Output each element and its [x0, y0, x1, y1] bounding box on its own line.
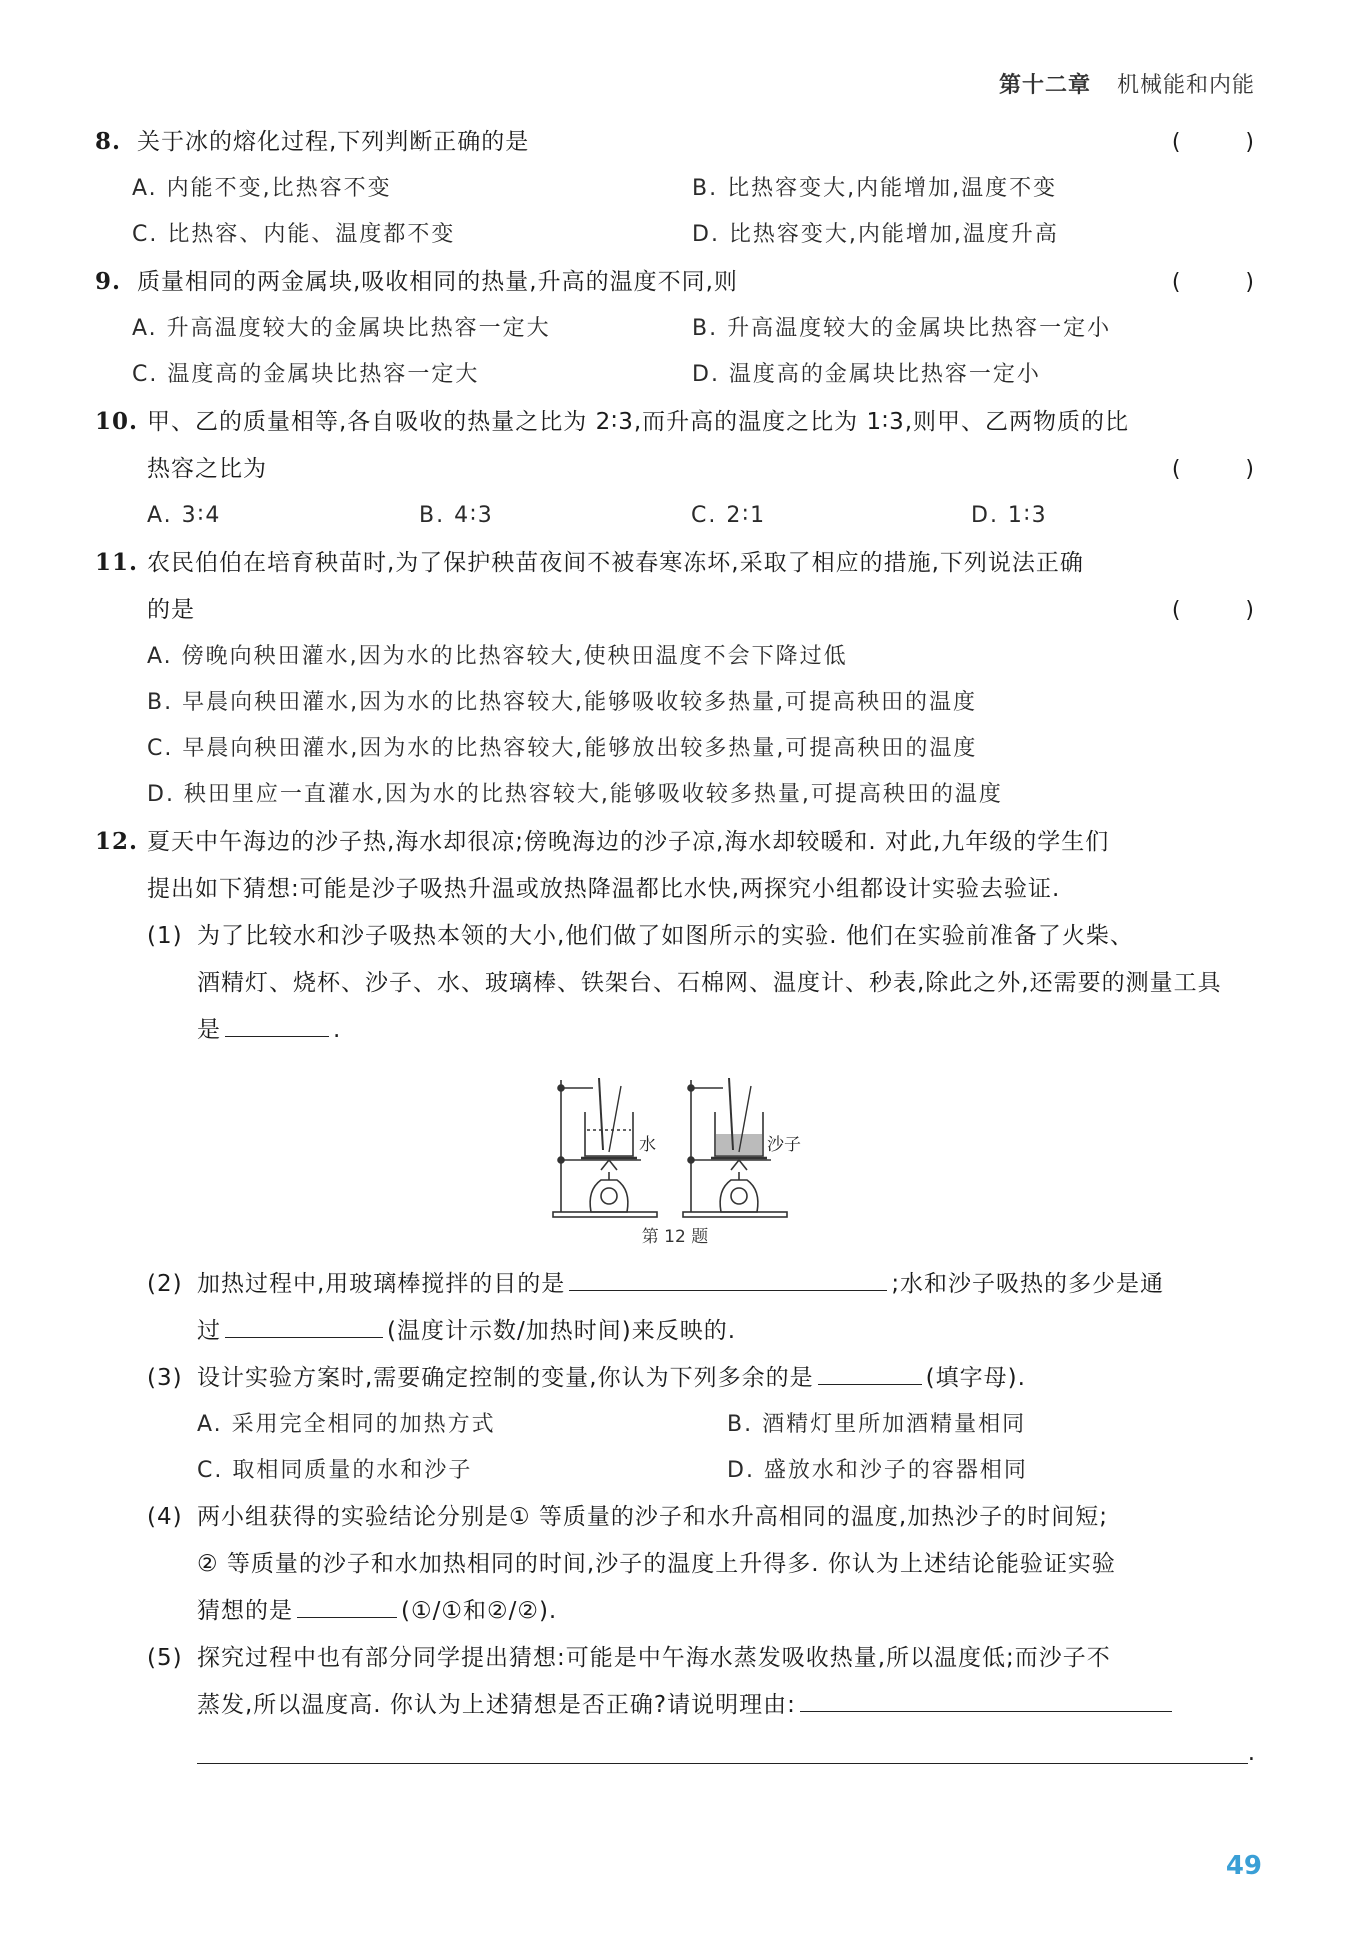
answer-parentheses[interactable]: ( ) — [1171, 598, 1255, 623]
question-stem-line-1: 甲、乙的质量相等,各自吸收的热量之比为 2∶3,而升高的温度之比为 1∶3,则甲、乙两物质的比 — [147, 409, 1130, 435]
option-a[interactable]: A. 傍晚向秧田灌水,因为水的比热容较大,使秧田温度不会下降过低 — [147, 644, 848, 669]
option-d[interactable]: D. 1∶3 — [971, 503, 1048, 528]
subquestion-1 — [95, 913, 1255, 960]
subquestion-text-line-1: 两小组获得的实验结论分别是① 等质量的沙子和水升高相同的温度,加热沙子的时间短; — [197, 1504, 1108, 1530]
option-a[interactable]: A. 内能不变,比热容不变 — [132, 176, 392, 201]
option-b[interactable]: B. 早晨向秧田灌水,因为水的比热容较大,能够吸收较多热量,可提高秧田的温度 — [147, 690, 978, 715]
question-stem-line-2: 热容之比为 — [147, 456, 267, 482]
question-12 — [95, 818, 1255, 1776]
chapter-title: 机械能和内能 — [1116, 73, 1255, 98]
option-c[interactable]: C. 取相同质量的水和沙子 — [197, 1458, 473, 1483]
subquestion-text-line-1: 为了比较水和沙子吸热本领的大小,他们做了如图所示的实验. 他们在实验前准备了火柴、 — [197, 923, 1134, 949]
subquestion-4 — [95, 1494, 1255, 1541]
answer-blank-conclusion[interactable] — [297, 1595, 397, 1618]
subquestion-text-line-2 — [95, 1308, 1255, 1355]
subquestion-text-line-3 — [95, 1588, 1255, 1635]
text-prefix: 猜想的是 — [197, 1598, 293, 1624]
option-c[interactable]: C. 2∶1 — [691, 503, 767, 528]
subquestion-number: (1) — [147, 923, 183, 949]
question-stem-line-2: 提出如下猜想:可能是沙子吸热升温或放热降温都比水快,两探究小组都设计实验去验证. — [147, 876, 1061, 902]
question-number: 10. — [95, 408, 139, 435]
question-number: 8. — [95, 128, 122, 155]
answer-parentheses[interactable]: ( ) — [1171, 270, 1255, 295]
option-d[interactable]: D. 盛放水和沙子的容器相同 — [727, 1458, 1028, 1483]
subquestion-2 — [95, 1261, 1255, 1308]
option-d[interactable]: D. 温度高的金属块比热容一定小 — [692, 362, 1041, 387]
answer-parentheses[interactable]: ( ) — [1171, 457, 1255, 482]
label-water: 水 — [639, 1135, 656, 1155]
apparatus-diagram — [545, 1072, 805, 1220]
answer-blank-stir-purpose[interactable] — [569, 1268, 887, 1291]
subquestion-5 — [95, 1635, 1255, 1682]
option-a[interactable]: A. 采用完全相同的加热方式 — [197, 1412, 496, 1437]
option-b[interactable]: B. 升高温度较大的金属块比热容一定小 — [692, 316, 1112, 341]
text-suffix: . — [1247, 1740, 1255, 1766]
text-prefix: 是 — [197, 1017, 221, 1043]
chapter-label: 第十二章 — [998, 73, 1091, 98]
text-suffix: (①/①和②/②). — [401, 1598, 558, 1624]
subquestion-3 — [95, 1355, 1255, 1402]
question-number: 9. — [95, 268, 122, 295]
question-9 — [95, 258, 1255, 398]
subquestion-number: (5) — [147, 1645, 183, 1671]
option-b[interactable]: B. 酒精灯里所加酒精量相同 — [727, 1412, 1027, 1437]
question-stem-line-1: 农民伯伯在培育秧苗时,为了保护秧苗夜间不被春寒冻坏,采取了相应的措施,下列说法正确 — [147, 550, 1084, 576]
subquestion-text-line-2: 酒精灯、烧杯、沙子、水、玻璃棒、铁架台、石棉网、温度计、秒表,除此之外,还需要的测量工具 — [197, 970, 1222, 996]
subquestion-number: (3) — [147, 1365, 183, 1391]
answer-blank-reason-1[interactable] — [800, 1689, 1172, 1712]
page-number: 49 — [1225, 1851, 1262, 1881]
text-suffix: (填字母). — [925, 1365, 1026, 1391]
subquestion-text-line-3 — [95, 1007, 1255, 1054]
question-number: 12. — [95, 828, 139, 855]
text-suffix: . — [333, 1017, 342, 1043]
option-a[interactable]: A. 升高温度较大的金属块比热容一定大 — [132, 316, 551, 341]
text-prefix: 加热过程中,用玻璃棒搅拌的目的是 — [197, 1271, 566, 1297]
question-number: 11. — [95, 549, 139, 576]
text-suffix: ;水和沙子吸热的多少是通 — [891, 1271, 1165, 1297]
option-d[interactable]: D. 比热容变大,内能增加,温度升高 — [692, 222, 1059, 247]
question-stem-line-1: 夏天中午海边的沙子热,海水却很凉;傍晚海边的沙子凉,海水却较暖和. 对此,九年级的学生们 — [147, 829, 1110, 855]
text-prefix: 过 — [197, 1318, 221, 1344]
answer-blank-extra-variable[interactable] — [818, 1362, 922, 1385]
question-8 — [95, 118, 1255, 258]
text-prefix: 设计实验方案时,需要确定控制的变量,你认为下列多余的是 — [197, 1365, 814, 1391]
option-d[interactable]: D. 秧田里应一直灌水,因为水的比热容较大,能够吸收较多热量,可提高秧田的温度 — [147, 782, 1003, 807]
question-list — [95, 118, 1255, 1776]
question-10 — [95, 398, 1255, 539]
option-a[interactable]: A. 3∶4 — [147, 503, 222, 528]
answer-blank-heat-indicator[interactable] — [225, 1315, 383, 1338]
page-header — [999, 68, 1255, 99]
subquestion-number: (4) — [147, 1504, 183, 1530]
text-suffix: (温度计示数/加热时间)来反映的. — [387, 1318, 737, 1344]
label-sand: 沙子 — [767, 1135, 801, 1155]
option-c[interactable]: C. 温度高的金属块比热容一定大 — [132, 362, 480, 387]
option-c[interactable]: C. 早晨向秧田灌水,因为水的比热容较大,能够放出较多热量,可提高秧田的温度 — [147, 736, 978, 761]
question-stem: 关于冰的熔化过程,下列判断正确的是 — [137, 129, 530, 155]
answer-blank-measuring-tool[interactable] — [225, 1014, 329, 1037]
answer-parentheses[interactable]: ( ) — [1171, 130, 1255, 155]
question-11 — [95, 539, 1255, 818]
text-prefix: 蒸发,所以温度高. 你认为上述猜想是否正确?请说明理由: — [197, 1692, 796, 1718]
subquestion-number: (2) — [147, 1271, 183, 1297]
question-stem: 质量相同的两金属块,吸收相同的热量,升高的温度不同,则 — [137, 269, 738, 295]
option-c[interactable]: C. 比热容、内能、温度都不变 — [132, 222, 456, 247]
subquestion-text-line-2: ② 等质量的沙子和水加热相同的时间,沙子的温度上升得多. 你认为上述结论能验证实验 — [197, 1551, 1116, 1577]
question-stem-line-2: 的是 — [147, 597, 195, 623]
figure-caption: 第 12 题 — [641, 1227, 709, 1247]
subquestion-text-line-2 — [95, 1682, 1255, 1729]
answer-line-reason-2 — [95, 1729, 1255, 1776]
option-b[interactable]: B. 4∶3 — [419, 503, 494, 528]
answer-blank-reason-2[interactable] — [197, 1741, 1248, 1764]
subquestion-text-line-1: 探究过程中也有部分同学提出猜想:可能是中午海水蒸发吸收热量,所以温度低;而沙子不 — [197, 1645, 1111, 1671]
experiment-figure — [95, 1072, 1255, 1247]
option-b[interactable]: B. 比热容变大,内能增加,温度不变 — [692, 176, 1058, 201]
